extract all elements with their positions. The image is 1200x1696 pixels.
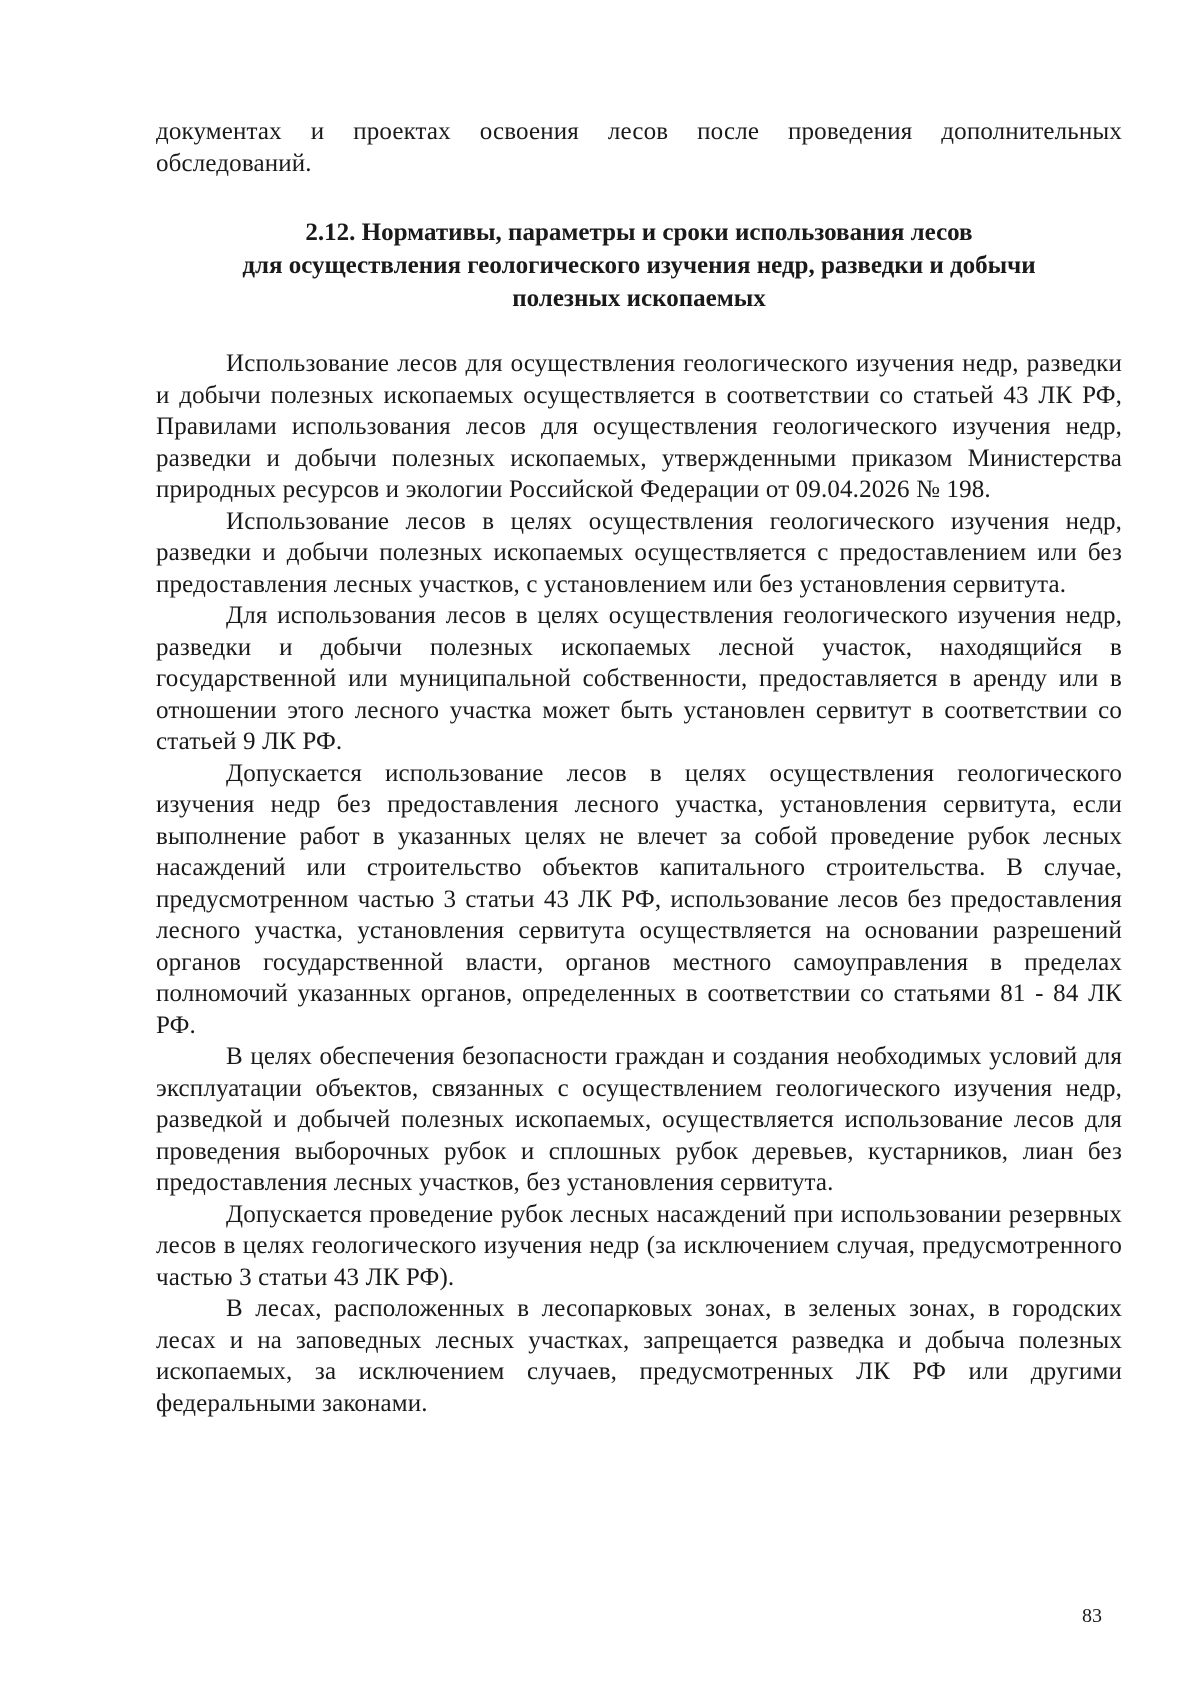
section-heading: [156, 216, 1122, 315]
section-heading-line-2: для осуществления геологического изучения недр, разведки и добычи: [242, 252, 1036, 279]
section-heading-line-3: полезных ископаемых: [512, 285, 766, 312]
body-paragraph-3: Для использования лесов в целях осуществления геологического изучения недр, разведки и добычи полезных ископаемых лесной участок, находящийся в государственной или муниципальной собственности, предоставляется в аренду или в отношении этого лесного участка может быть установлен сервитут в соответствии со статьей 9 ЛК РФ.: [156, 602, 1122, 755]
body-paragraph-4: Допускается использование лесов в целях осуществления геологического изучения недр без предоставления лесного участка, установления сервитута, если выполнение работ в указанных целях не влечет за собой проведение рубок лесных насаждений или строительство объектов капитального строительства. В случае, предусмотренном частью 3 статьи 43 ЛК РФ, использование лесов без предоставления лесного участка, установления сервитута осуществляется на основании разрешений органов государственной власти, органов местного самоуправления в пределах полномочий указанных органов, определенных в соответствии со статьями 81 - 84 ЛК РФ.: [156, 759, 1122, 1039]
body-paragraph-1: Использование лесов для осуществления геологического изучения недр, разведки и добычи полезных ископаемых осуществляется в соответствии со статьей 43 ЛК РФ, Правилами использования лесов для осуществления геологического изучения недр, разведки и добычи полезных ископаемых, утвержденными приказом Министерства природных ресурсов и экологии Российской Федерации от 09.04.2026 № 198.: [156, 350, 1122, 503]
section-heading-line-1: 2.12. Нормативы, параметры и сроки использования лесов: [305, 219, 973, 246]
intro-continuation-paragraph: документах и проектах освоения лесов после проведения дополнительных обследований.: [156, 118, 1122, 177]
page-number: 83: [1082, 1605, 1102, 1627]
body-paragraph-6: Допускается проведение рубок лесных насаждений при использовании резервных лесов в целях геологического изучения недр (за исключением случая, предусмотренного частью 3 статьи 43 ЛК РФ).: [156, 1200, 1122, 1291]
section-body: [156, 348, 1122, 1419]
body-paragraph-5: В целях обеспечения безопасности граждан и создания необходимых условий для эксплуатации объектов, связанных с осуществлением геологического изучения недр, разведкой и добычей полезных ископаемых, осуществляется использование лесов для проведения выборочных рубок и сплошных рубок деревьев, кустарников, лиан без предоставления лесных участков, без установления сервитута.: [156, 1043, 1122, 1196]
body-paragraph-7: В лесах, расположенных в лесопарковых зонах, в зеленых зонах, в городских лесах и на заповедных лесных участках, запрещается разведка и добыча полезных ископаемых, за исключением случаев, предусмотренных ЛК РФ или другими федеральными законами.: [156, 1295, 1122, 1417]
body-paragraph-2: Использование лесов в целях осуществления геологического изучения недр, разведки и добычи полезных ископаемых осуществляется с предоставлением или без предоставления лесных участков, с установлением или без установления сервитута.: [156, 507, 1122, 598]
